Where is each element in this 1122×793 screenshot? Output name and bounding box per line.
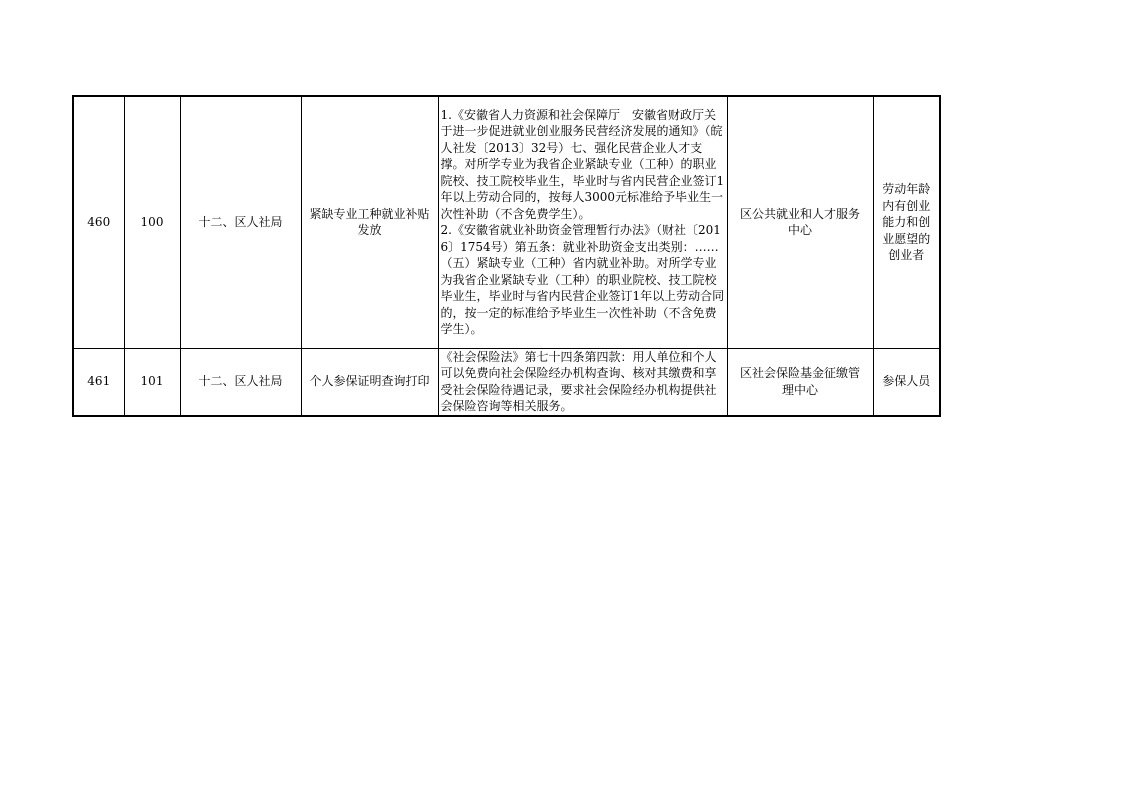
agency-cell: 区公共就业和人才服务 中心	[727, 96, 873, 348]
department-cell: 十二、区人社局	[180, 96, 301, 348]
seq-cell: 461	[73, 348, 124, 416]
service-items-table	[72, 95, 941, 417]
target-group-cell: 劳动年龄 内有创业 能力和创 业愿望的 创业者	[873, 96, 940, 348]
table-row	[73, 348, 940, 416]
sub-seq-cell: 101	[124, 348, 180, 416]
item-name-cell: 个人参保证明查询打印	[301, 348, 438, 416]
item-name-cell: 紧缺专业工种就业补贴 发放	[301, 96, 438, 348]
agency-cell: 区社会保险基金征缴管 理中心	[727, 348, 873, 416]
department-cell: 十二、区人社局	[180, 348, 301, 416]
seq-cell: 460	[73, 96, 124, 348]
sub-seq-cell: 100	[124, 96, 180, 348]
policy-basis-cell: 《社会保险法》第七十四条第四款：用人单位和个人可以免费向社会保险经办机构查询、核对其缴费和享受社会保险待遇记录，要求社会保险经办机构提供社会保险咨询等相关服务。	[438, 348, 727, 416]
table-row	[73, 96, 940, 348]
policy-basis-cell: 1.《安徽省人力资源和社会保障厅 安徽省财政厅关于进一步促进就业创业服务民营经济发展的通知》（皖人社发〔2013〕32号）七、强化民营企业人才支撑。对所学专业为我省企业紧缺专业（工种）的职业院校、技工院校毕业生，毕业时与省内民营企业签订1年以上劳动合同的，按每人3000元标准给予毕业生一次性补助（不含免费学生）。 2.《安徽省就业补助资金管理暂行办法》（财社〔2016〕1754号）第五条：就业补助资金支出类别：……（五）紧缺专业（工种）省内就业补助。对所学专业为我省企业紧缺专业（工种）的职业院校、技工院校毕业生，毕业时与省内民营企业签订1年以上劳动合同的，按一定的标准给予毕业生一次性补助（不含免费学生）。	[438, 96, 727, 348]
target-group-cell: 参保人员	[873, 348, 940, 416]
